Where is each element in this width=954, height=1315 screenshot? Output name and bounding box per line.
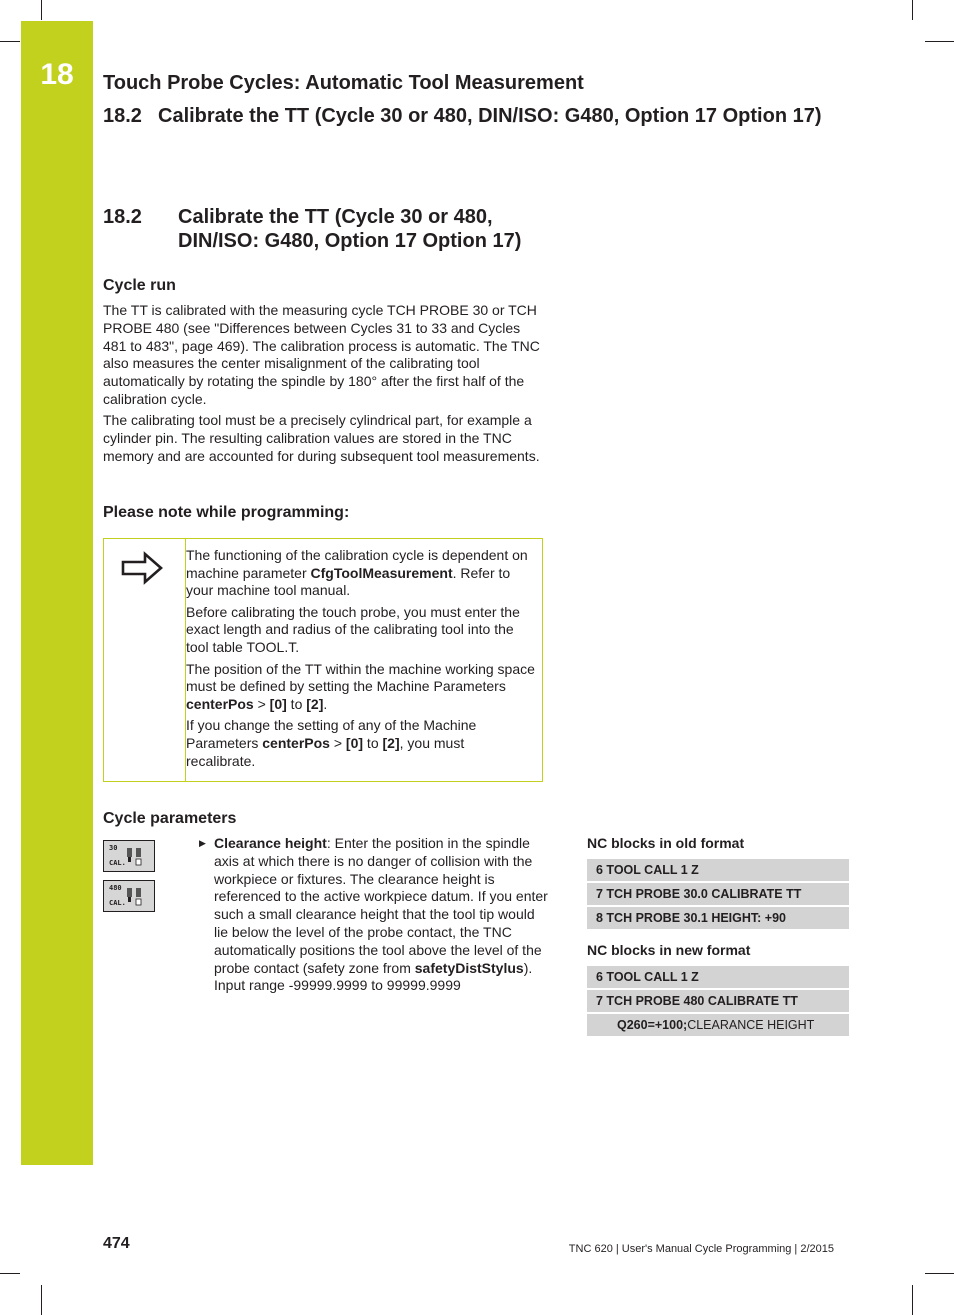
note-text-run: to	[286, 695, 307, 712]
nc-new-line: 6 TOOL CALL 1 Z	[587, 966, 849, 988]
parameter-index: [0]	[269, 695, 287, 712]
note-text-run: If you change the setting of any of the Machine Parameters	[186, 717, 477, 751]
crop-mark	[41, 1285, 42, 1315]
note-text	[186, 547, 536, 774]
nc-old-line: 7 TCH PROBE 30.0 CALIBRATE TT	[587, 883, 849, 905]
page-number: 474	[103, 1235, 130, 1252]
note-text-run: . Refer to your machine tool manual.	[186, 564, 511, 599]
nc-param-comment: CLEARANCE HEIGHT	[687, 1018, 815, 1032]
cycle-run-heading: Cycle run	[103, 277, 176, 294]
running-section-title: Calibrate the TT (Cycle 30 or 480, DIN/ISO: G480, Option 17 Option 17)	[158, 105, 822, 127]
crop-mark	[0, 1273, 20, 1274]
tool-probe-icon	[124, 845, 154, 869]
section-heading	[103, 205, 563, 253]
machine-parameter-name: safetyDistStylus	[414, 959, 524, 976]
parameter-index: [2]	[306, 695, 324, 712]
nc-new-param-line	[587, 1014, 849, 1036]
nc-old-line: 6 TOOL CALL 1 Z	[587, 859, 849, 881]
running-section-header	[103, 104, 823, 129]
note-paragraph: Before calibrating the touch probe, you must enter the exact length and radius of the calibrating tool into the tool table TOOL.T.	[186, 603, 520, 655]
chapter-sidebar	[21, 21, 93, 1165]
chapter-number: 18	[40, 58, 74, 91]
crop-mark	[912, 0, 913, 20]
note-text-run: The functioning of the calibration cycle is dependent on machine parameter	[186, 547, 528, 581]
note-text-run: >	[253, 695, 270, 712]
programming-note-heading: Please note while programming:	[103, 504, 350, 521]
parameter-text-run: ). Input range -99999.9999 to 99999.9999	[214, 959, 533, 994]
bullet-triangle-icon: ▶	[199, 838, 206, 848]
tool-probe-icon	[124, 885, 154, 909]
section-title: Calibrate the TT (Cycle 30 or 480, DIN/ISO: G480, Option 17 Option 17)	[178, 206, 522, 252]
machine-parameter-name: centerPos	[262, 734, 330, 751]
cycle-run-paragraph-1: The TT is calibrated with the measuring cycle TCH PROBE 30 or TCH PROBE 480 (see "Differences between Cycles 31 to 33 and Cycles 481 to 483", page 469). The calibration process is automatic. The TNC also measures the center misalignment of the calibrating tool automatically by rotating the spindle by 180° after the first half of the calibration cycle.	[103, 302, 540, 407]
crop-mark	[912, 1285, 913, 1315]
cycle-480-softkey-icon	[103, 880, 155, 912]
parameter-text-run: : Enter the position in the spindle axis at which there is no danger of collision with the workpiece or fixtures. The clearance height is referenced to the active workpiece datum. If you enter such a small clearance height that the tool tip would lie below the level of the probe contact, the TNC automatically positions the tool above the level of the probe contact (safety zone from	[214, 835, 548, 976]
note-text-run: >	[329, 734, 346, 751]
note-text-run: to	[363, 734, 383, 751]
section-number: 18.2	[103, 206, 142, 228]
cycle-run-paragraph-2: The calibrating tool must be a precisely cylindrical part, for example a cylinder pin. The resulting calibration values are stored in the TNC memory and are accounted for during subsequent tool measurements.	[103, 412, 540, 464]
note-paragraph	[186, 661, 536, 714]
machine-parameter-name: centerPos	[186, 695, 254, 712]
cycle-parameters-heading: Cycle parameters	[103, 810, 237, 827]
crop-mark	[41, 0, 42, 20]
nc-old-heading: NC blocks in old format	[587, 835, 745, 851]
cycle-30-softkey-icon	[103, 840, 155, 872]
note-paragraph	[186, 717, 536, 770]
crop-mark	[0, 41, 20, 42]
footer-text: TNC 620 | User's Manual Cycle Programming | 2/2015	[568, 1243, 834, 1255]
parameter-name: Clearance height	[214, 835, 327, 851]
parameter-description	[199, 835, 549, 995]
nc-new-line: 7 TCH PROBE 480 CALIBRATE TT	[587, 990, 849, 1012]
cycle-number: 480	[109, 884, 122, 892]
cycle-number: 30	[109, 844, 118, 852]
note-text-run: , you must recalibrate.	[186, 734, 465, 769]
crop-mark	[925, 41, 954, 42]
programming-note-box	[103, 538, 543, 782]
note-text-run: The position of the TT within the machine working space must be defined by setting the Machine Parameters	[186, 660, 535, 695]
nc-new-heading: NC blocks in new format	[587, 942, 751, 958]
nc-old-line: 8 TCH PROBE 30.1 HEIGHT: +90	[587, 907, 849, 929]
cycle-label: CAL.	[109, 899, 126, 907]
parameter-index: [2]	[382, 734, 400, 751]
crop-mark	[925, 1273, 954, 1274]
parameter-index: [0]	[345, 734, 364, 751]
running-section-number: 18.2	[103, 105, 142, 127]
nc-param-code: Q260=+100;	[617, 1018, 688, 1032]
cycle-label: CAL.	[109, 859, 126, 867]
chapter-title: Touch Probe Cycles: Automatic Tool Measurement	[103, 72, 584, 94]
arrow-right-icon	[120, 551, 164, 585]
note-text-run: .	[323, 695, 328, 712]
parameter-text	[214, 835, 549, 995]
machine-parameter-name: CfgToolMeasurement	[310, 564, 453, 581]
note-paragraph	[186, 547, 536, 600]
